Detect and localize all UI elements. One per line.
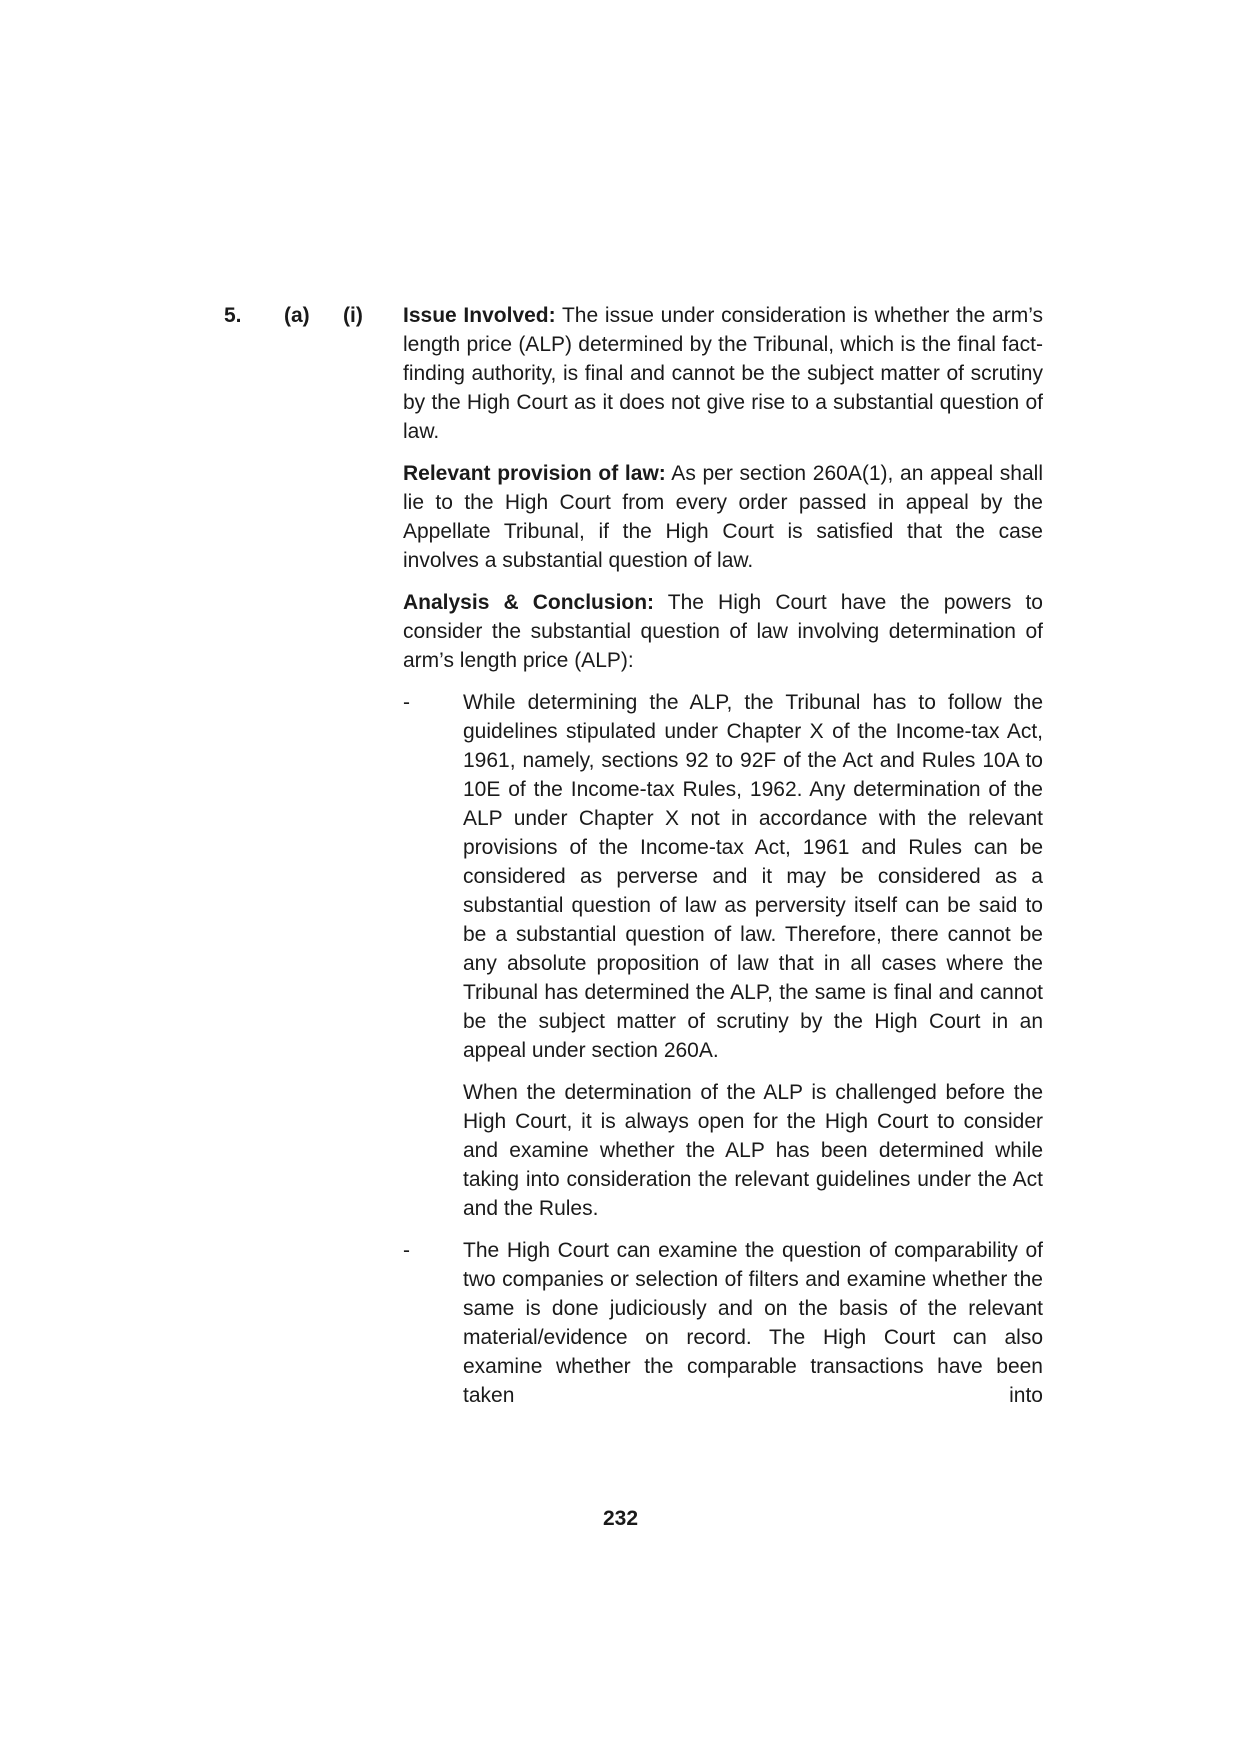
analysis-paragraph (403, 588, 1043, 675)
page-number: 232 (602, 1507, 639, 1530)
bullet-item (403, 688, 1043, 1223)
issue-text: The issue under consideration is whether the arm’s length price (ALP) determined by the Tribunal, which is the final fact-finding authority, is final and cannot be the subject matter of scrutiny by the High Court as it does not give rise to a substantial question of law. (403, 304, 1043, 443)
question-subsub-number: (i) (343, 304, 363, 327)
provision-label: Relevant provision of law: (403, 462, 666, 485)
bullet-dash: - (403, 1239, 410, 1262)
answer-content (403, 301, 1043, 1423)
question-sub-number: (a) (284, 304, 310, 327)
bullet-paragraph: The High Court can examine the question of comparability of two companies or selection of filters and examine whether the same is done judiciously and on the basis of the relevant material/evidence on record. The High Court can also examine whether the comparable transactions have been taken into (463, 1239, 1043, 1407)
bullet-paragraph: While determining the ALP, the Tribunal has to follow the guidelines stipulated under Chapter X of the Income-tax Act, 1961, namely, sections 92 to 92F of the Act and Rules 10A to 10E of the Income-tax Rules, 1962. Any determination of the ALP under Chapter X not in accordance with the relevant provisions of the Income-tax Act, 1961 and Rules can be considered as perverse and it may be considered as a substantial question of law as perversity itself can be said to be a substantial question of law. Therefore, there cannot be any absolute proposition of law that in all cases where the Tribunal has determined the ALP, the same is final and cannot be the subject matter of scrutiny by the High Court in an appeal under section 260A. (463, 691, 1043, 1062)
issue-label: Issue Involved: (403, 304, 556, 327)
issue-paragraph (403, 301, 1043, 446)
bullet-dash: - (403, 691, 410, 714)
question-number: 5. (224, 304, 242, 327)
provision-paragraph (403, 459, 1043, 575)
bullet-paragraph: When the determination of the ALP is challenged before the High Court, it is always open for the High Court to consider and examine whether the ALP has been determined while taking into consideration the relevant guidelines under the Act and the Rules. (463, 1081, 1043, 1220)
bullet-item (403, 1236, 1043, 1410)
analysis-text: The High Court have the powers to consider the substantial question of law involving determination of arm’s length price (ALP): (403, 591, 1043, 672)
provision-text: As per section 260A(1), an appeal shall lie to the High Court from every order passed in appeal by the Appellate Tribunal, if the High Court is satisfied that the case involves a substantial question of law. (403, 462, 1043, 572)
analysis-label: Analysis & Conclusion: (403, 591, 655, 614)
